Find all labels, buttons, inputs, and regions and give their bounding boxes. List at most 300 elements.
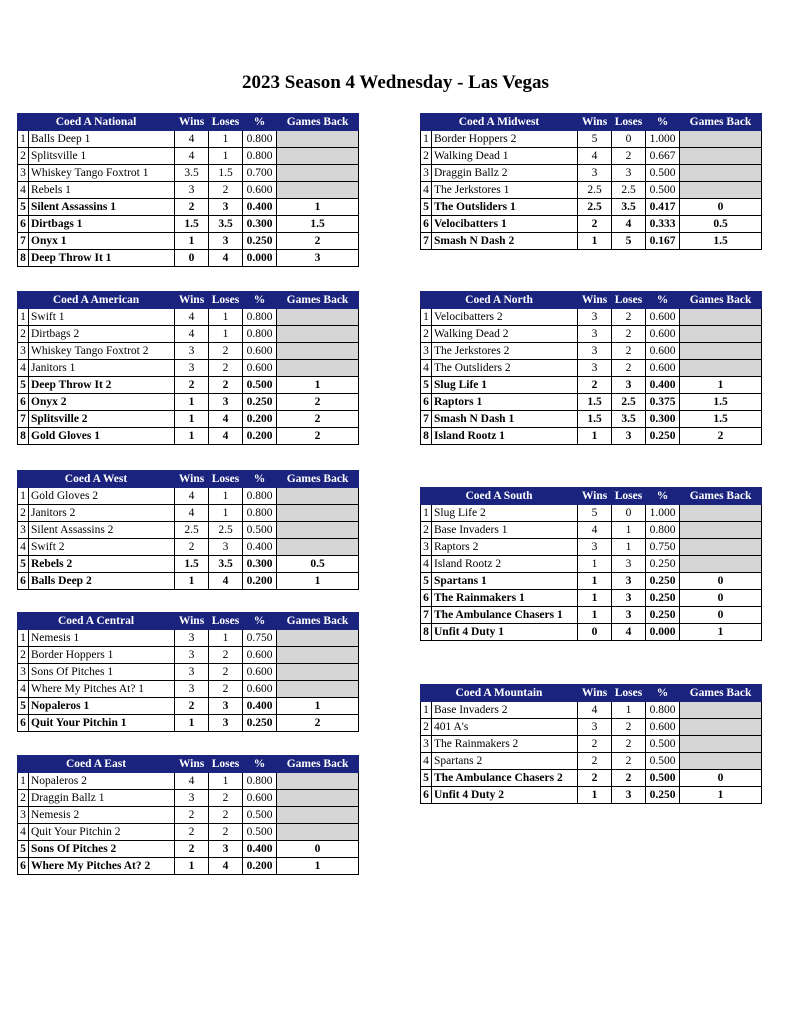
table-row	[421, 165, 762, 182]
pct-cell: 0.300	[243, 556, 277, 573]
table-row	[421, 343, 762, 360]
wins-cell: 1	[578, 590, 612, 607]
team-name: Smash N Dash 2	[432, 233, 578, 250]
table-row	[421, 394, 762, 411]
pct-cell: 1.000	[646, 131, 680, 148]
loses-cell: 1	[209, 773, 243, 790]
games-back-cell	[277, 807, 359, 824]
pct-cell: 0.500	[243, 377, 277, 394]
rank-cell: 1	[421, 131, 432, 148]
games-back-cell	[680, 702, 762, 719]
pct-cell: 0.400	[243, 199, 277, 216]
games-back-cell	[277, 165, 359, 182]
games-back-cell: 1.5	[277, 216, 359, 233]
wins-cell: 2	[578, 736, 612, 753]
rank-cell: 2	[18, 647, 29, 664]
table-row	[18, 681, 359, 698]
rank-cell: 4	[421, 753, 432, 770]
wins-cell: 1	[175, 858, 209, 875]
games-back-cell: 2	[277, 428, 359, 445]
table-row	[18, 824, 359, 841]
pct-cell: 0.600	[646, 309, 680, 326]
table-row	[18, 790, 359, 807]
wins-cell: 2.5	[175, 522, 209, 539]
pct-header: %	[646, 292, 680, 309]
wins-cell: 1	[175, 411, 209, 428]
table-row	[421, 770, 762, 787]
division-coed-a-east	[17, 755, 358, 875]
loses-cell: 2	[209, 343, 243, 360]
table-row	[18, 411, 359, 428]
rank-cell: 6	[18, 216, 29, 233]
header-row	[18, 756, 359, 773]
wins-cell: 3	[175, 647, 209, 664]
games-back-header: Games Back	[277, 114, 359, 131]
pct-cell: 0.250	[646, 428, 680, 445]
rank-cell: 3	[18, 522, 29, 539]
table-row	[18, 488, 359, 505]
division-coed-a-national	[17, 113, 358, 267]
team-name: Where My Pitches At? 1	[29, 681, 175, 698]
table-row	[18, 858, 359, 875]
team-name: Balls Deep 2	[29, 573, 175, 590]
division-coed-a-south	[420, 487, 761, 641]
loses-cell: 0	[612, 505, 646, 522]
rank-cell: 5	[421, 573, 432, 590]
team-name: Base Invaders 2	[432, 702, 578, 719]
division-title: Coed A South	[421, 488, 578, 505]
loses-cell: 1	[209, 326, 243, 343]
loses-cell: 2	[209, 377, 243, 394]
pct-cell: 0.750	[243, 630, 277, 647]
loses-header: Loses	[612, 292, 646, 309]
pct-cell: 0.200	[243, 573, 277, 590]
games-back-header: Games Back	[277, 471, 359, 488]
loses-cell: 2	[209, 824, 243, 841]
header-row	[421, 488, 762, 505]
rank-cell: 8	[18, 250, 29, 267]
team-name: Raptors 2	[432, 539, 578, 556]
games-back-cell: 1	[680, 377, 762, 394]
team-name: Unfit 4 Duty 2	[432, 787, 578, 804]
pct-cell: 0.000	[243, 250, 277, 267]
wins-header: Wins	[578, 114, 612, 131]
table-row	[18, 394, 359, 411]
pct-cell: 0.250	[243, 715, 277, 732]
rank-cell: 3	[421, 736, 432, 753]
games-back-cell	[680, 131, 762, 148]
games-back-cell: 0.5	[680, 216, 762, 233]
division-coed-a-mountain	[420, 684, 761, 804]
games-back-cell	[680, 148, 762, 165]
team-name: Draggin Ballz 2	[432, 165, 578, 182]
loses-cell: 2	[612, 719, 646, 736]
games-back-cell	[680, 360, 762, 377]
games-back-cell: 1.5	[680, 411, 762, 428]
table-row	[18, 182, 359, 199]
team-name: Draggin Ballz 1	[29, 790, 175, 807]
loses-header: Loses	[209, 471, 243, 488]
rank-cell: 3	[421, 539, 432, 556]
games-back-cell: 1.5	[680, 233, 762, 250]
table-row	[421, 607, 762, 624]
pct-cell: 0.500	[243, 807, 277, 824]
wins-cell: 4	[175, 148, 209, 165]
division-coed-a-american	[17, 291, 358, 445]
table-row	[421, 360, 762, 377]
pct-cell: 0.500	[243, 824, 277, 841]
wins-cell: 2	[175, 824, 209, 841]
pct-cell: 0.800	[243, 773, 277, 790]
division-title: Coed A North	[421, 292, 578, 309]
team-name: Deep Throw It 1	[29, 250, 175, 267]
pct-cell: 0.400	[646, 377, 680, 394]
division-title: Coed A West	[18, 471, 175, 488]
rank-cell: 2	[18, 148, 29, 165]
loses-cell: 0	[612, 131, 646, 148]
team-name: The Jerkstores 1	[432, 182, 578, 199]
pct-header: %	[243, 756, 277, 773]
pct-cell: 0.800	[646, 702, 680, 719]
division-coed-a-west	[17, 470, 358, 590]
rank-cell: 7	[421, 411, 432, 428]
loses-cell: 2	[209, 807, 243, 824]
pct-cell: 0.800	[646, 522, 680, 539]
games-back-cell	[680, 556, 762, 573]
rank-cell: 2	[421, 522, 432, 539]
pct-cell: 0.250	[243, 233, 277, 250]
loses-cell: 3.5	[209, 216, 243, 233]
loses-header: Loses	[209, 114, 243, 131]
wins-cell: 4	[578, 148, 612, 165]
rank-cell: 7	[421, 607, 432, 624]
loses-cell: 3	[612, 428, 646, 445]
rank-cell: 6	[18, 573, 29, 590]
loses-cell: 2	[612, 326, 646, 343]
table-row	[18, 428, 359, 445]
rank-cell: 7	[18, 411, 29, 428]
games-back-cell	[680, 522, 762, 539]
team-name: The Ambulance Chasers 2	[432, 770, 578, 787]
games-back-cell: 2	[277, 394, 359, 411]
games-back-cell: 1	[277, 573, 359, 590]
wins-cell: 5	[578, 505, 612, 522]
games-back-cell: 3	[277, 250, 359, 267]
loses-cell: 1	[612, 539, 646, 556]
table-row	[18, 250, 359, 267]
pct-header: %	[243, 613, 277, 630]
rank-cell: 5	[18, 698, 29, 715]
wins-cell: 2	[578, 753, 612, 770]
rank-cell: 4	[421, 360, 432, 377]
team-name: The Rainmakers 2	[432, 736, 578, 753]
rank-cell: 3	[421, 165, 432, 182]
wins-header: Wins	[578, 685, 612, 702]
team-name: Rebels 2	[29, 556, 175, 573]
games-back-cell	[277, 824, 359, 841]
wins-cell: 3	[578, 360, 612, 377]
games-back-cell: 1	[680, 787, 762, 804]
rank-cell: 4	[421, 556, 432, 573]
wins-cell: 1	[175, 428, 209, 445]
team-name: Swift 1	[29, 309, 175, 326]
rank-cell: 5	[421, 770, 432, 787]
standings-table	[420, 684, 762, 804]
games-back-cell	[680, 343, 762, 360]
pct-cell: 0.500	[646, 753, 680, 770]
loses-cell: 2	[612, 343, 646, 360]
rank-cell: 2	[18, 326, 29, 343]
table-row	[421, 326, 762, 343]
team-name: Unfit 4 Duty 1	[432, 624, 578, 641]
pct-cell: 0.200	[243, 428, 277, 445]
games-back-cell	[277, 647, 359, 664]
pct-header: %	[646, 114, 680, 131]
team-name: The Rainmakers 1	[432, 590, 578, 607]
games-back-cell: 0	[680, 590, 762, 607]
table-row	[421, 216, 762, 233]
games-back-cell	[680, 182, 762, 199]
table-row	[18, 841, 359, 858]
table-row	[421, 148, 762, 165]
pct-cell: 0.600	[646, 326, 680, 343]
loses-header: Loses	[612, 685, 646, 702]
wins-cell: 2	[578, 216, 612, 233]
games-back-cell	[277, 539, 359, 556]
table-row	[421, 702, 762, 719]
loses-cell: 1	[209, 131, 243, 148]
rank-cell: 1	[421, 702, 432, 719]
table-row	[18, 131, 359, 148]
loses-cell: 2	[209, 664, 243, 681]
wins-cell: 1	[578, 556, 612, 573]
wins-cell: 1	[175, 573, 209, 590]
table-row	[421, 753, 762, 770]
standings-table	[420, 487, 762, 641]
games-back-cell: 1	[277, 377, 359, 394]
team-name: Base Invaders 1	[432, 522, 578, 539]
header-row	[421, 685, 762, 702]
pct-cell: 0.500	[646, 182, 680, 199]
table-row	[18, 216, 359, 233]
wins-cell: 4	[175, 326, 209, 343]
loses-cell: 3	[209, 715, 243, 732]
team-name: Sons Of Pitches 2	[29, 841, 175, 858]
loses-cell: 1	[209, 630, 243, 647]
pct-cell: 1.000	[646, 505, 680, 522]
wins-cell: 2.5	[578, 182, 612, 199]
pct-header: %	[243, 292, 277, 309]
team-name: Sons Of Pitches 1	[29, 664, 175, 681]
games-back-header: Games Back	[680, 488, 762, 505]
pct-header: %	[646, 488, 680, 505]
team-name: Nemesis 1	[29, 630, 175, 647]
rank-cell: 5	[421, 377, 432, 394]
games-back-header: Games Back	[680, 114, 762, 131]
wins-cell: 4	[175, 488, 209, 505]
division-coed-a-north	[420, 291, 761, 445]
wins-cell: 1.5	[175, 556, 209, 573]
pct-cell: 0.167	[646, 233, 680, 250]
header-row	[421, 114, 762, 131]
wins-cell: 2	[578, 770, 612, 787]
games-back-cell: 1.5	[680, 394, 762, 411]
games-back-cell	[680, 736, 762, 753]
rank-cell: 2	[421, 148, 432, 165]
pct-cell: 0.800	[243, 326, 277, 343]
wins-cell: 2	[175, 807, 209, 824]
games-back-header: Games Back	[277, 756, 359, 773]
table-row	[421, 736, 762, 753]
standings-table	[17, 612, 359, 732]
wins-cell: 3	[175, 360, 209, 377]
rank-cell: 7	[421, 233, 432, 250]
wins-header: Wins	[578, 292, 612, 309]
wins-cell: 1.5	[578, 394, 612, 411]
loses-header: Loses	[612, 488, 646, 505]
team-name: Island Rootz 1	[432, 428, 578, 445]
games-back-header: Games Back	[680, 685, 762, 702]
loses-cell: 3	[612, 787, 646, 804]
wins-header: Wins	[175, 613, 209, 630]
table-row	[421, 309, 762, 326]
wins-cell: 3	[175, 630, 209, 647]
loses-cell: 3	[209, 539, 243, 556]
wins-cell: 4	[175, 131, 209, 148]
loses-cell: 2	[209, 360, 243, 377]
pct-cell: 0.700	[243, 165, 277, 182]
wins-header: Wins	[175, 471, 209, 488]
pct-cell: 0.417	[646, 199, 680, 216]
table-row	[18, 773, 359, 790]
team-name: Walking Dead 1	[432, 148, 578, 165]
loses-cell: 2.5	[612, 394, 646, 411]
rank-cell: 4	[18, 539, 29, 556]
pct-cell: 0.250	[646, 607, 680, 624]
loses-cell: 1	[612, 522, 646, 539]
games-back-cell: 1	[277, 199, 359, 216]
header-row	[18, 613, 359, 630]
table-row	[421, 182, 762, 199]
pct-header: %	[243, 114, 277, 131]
loses-cell: 1	[612, 702, 646, 719]
header-row	[18, 471, 359, 488]
pct-cell: 0.250	[243, 394, 277, 411]
loses-cell: 1	[209, 505, 243, 522]
loses-cell: 2	[612, 753, 646, 770]
rank-cell: 6	[18, 858, 29, 875]
table-row	[18, 556, 359, 573]
wins-cell: 1	[578, 607, 612, 624]
page-title: 2023 Season 4 Wednesday - Las Vegas	[242, 72, 549, 93]
wins-cell: 2.5	[578, 199, 612, 216]
team-name: Nopaleros 2	[29, 773, 175, 790]
team-name: The Jerkstores 2	[432, 343, 578, 360]
table-row	[18, 573, 359, 590]
pct-cell: 0.200	[243, 858, 277, 875]
games-back-cell	[277, 182, 359, 199]
pct-cell: 0.600	[243, 343, 277, 360]
table-row	[18, 664, 359, 681]
table-row	[18, 630, 359, 647]
rank-cell: 3	[18, 165, 29, 182]
division-title: Coed A East	[18, 756, 175, 773]
wins-cell: 0	[578, 624, 612, 641]
loses-cell: 3	[612, 590, 646, 607]
rank-cell: 6	[421, 394, 432, 411]
team-name: The Ambulance Chasers 1	[432, 607, 578, 624]
standings-table	[17, 755, 359, 875]
rank-cell: 7	[18, 233, 29, 250]
rank-cell: 6	[18, 394, 29, 411]
rank-cell: 5	[18, 199, 29, 216]
loses-cell: 2	[209, 647, 243, 664]
loses-cell: 4	[209, 428, 243, 445]
wins-cell: 2	[175, 841, 209, 858]
games-back-cell	[277, 326, 359, 343]
rank-cell: 8	[421, 624, 432, 641]
loses-cell: 3.5	[209, 556, 243, 573]
pct-cell: 0.600	[243, 664, 277, 681]
games-back-cell: 0	[680, 770, 762, 787]
games-back-cell	[277, 343, 359, 360]
table-row	[421, 505, 762, 522]
loses-cell: 4	[612, 216, 646, 233]
pct-cell: 0.250	[646, 573, 680, 590]
loses-cell: 1	[209, 148, 243, 165]
rank-cell: 2	[421, 719, 432, 736]
team-name: Gold Gloves 1	[29, 428, 175, 445]
loses-cell: 2	[612, 309, 646, 326]
wins-cell: 2	[175, 377, 209, 394]
wins-cell: 1	[175, 715, 209, 732]
games-back-cell	[277, 131, 359, 148]
pct-cell: 0.500	[646, 736, 680, 753]
rank-cell: 6	[421, 590, 432, 607]
wins-cell: 3	[578, 719, 612, 736]
pct-cell: 0.300	[646, 411, 680, 428]
wins-cell: 4	[578, 702, 612, 719]
pct-cell: 0.400	[243, 539, 277, 556]
loses-cell: 3	[209, 199, 243, 216]
team-name: Quit Your Pitchin 1	[29, 715, 175, 732]
loses-cell: 3	[612, 607, 646, 624]
team-name: Nemesis 2	[29, 807, 175, 824]
table-row	[18, 199, 359, 216]
wins-cell: 1	[175, 233, 209, 250]
division-title: Coed A Mountain	[421, 685, 578, 702]
rank-cell: 4	[421, 182, 432, 199]
games-back-cell	[680, 326, 762, 343]
rank-cell: 4	[18, 824, 29, 841]
wins-cell: 4	[578, 522, 612, 539]
team-name: Slug Life 1	[432, 377, 578, 394]
wins-cell: 3	[175, 790, 209, 807]
table-row	[18, 539, 359, 556]
pct-cell: 0.500	[646, 165, 680, 182]
games-back-cell: 0	[277, 841, 359, 858]
wins-cell: 3.5	[175, 165, 209, 182]
team-name: Velocibatters 2	[432, 309, 578, 326]
table-row	[421, 787, 762, 804]
standings-table	[17, 470, 359, 590]
pct-cell: 0.333	[646, 216, 680, 233]
loses-cell: 4	[612, 624, 646, 641]
pct-cell: 0.375	[646, 394, 680, 411]
pct-cell: 0.667	[646, 148, 680, 165]
team-name: The Outsliders 2	[432, 360, 578, 377]
wins-cell: 0	[175, 250, 209, 267]
